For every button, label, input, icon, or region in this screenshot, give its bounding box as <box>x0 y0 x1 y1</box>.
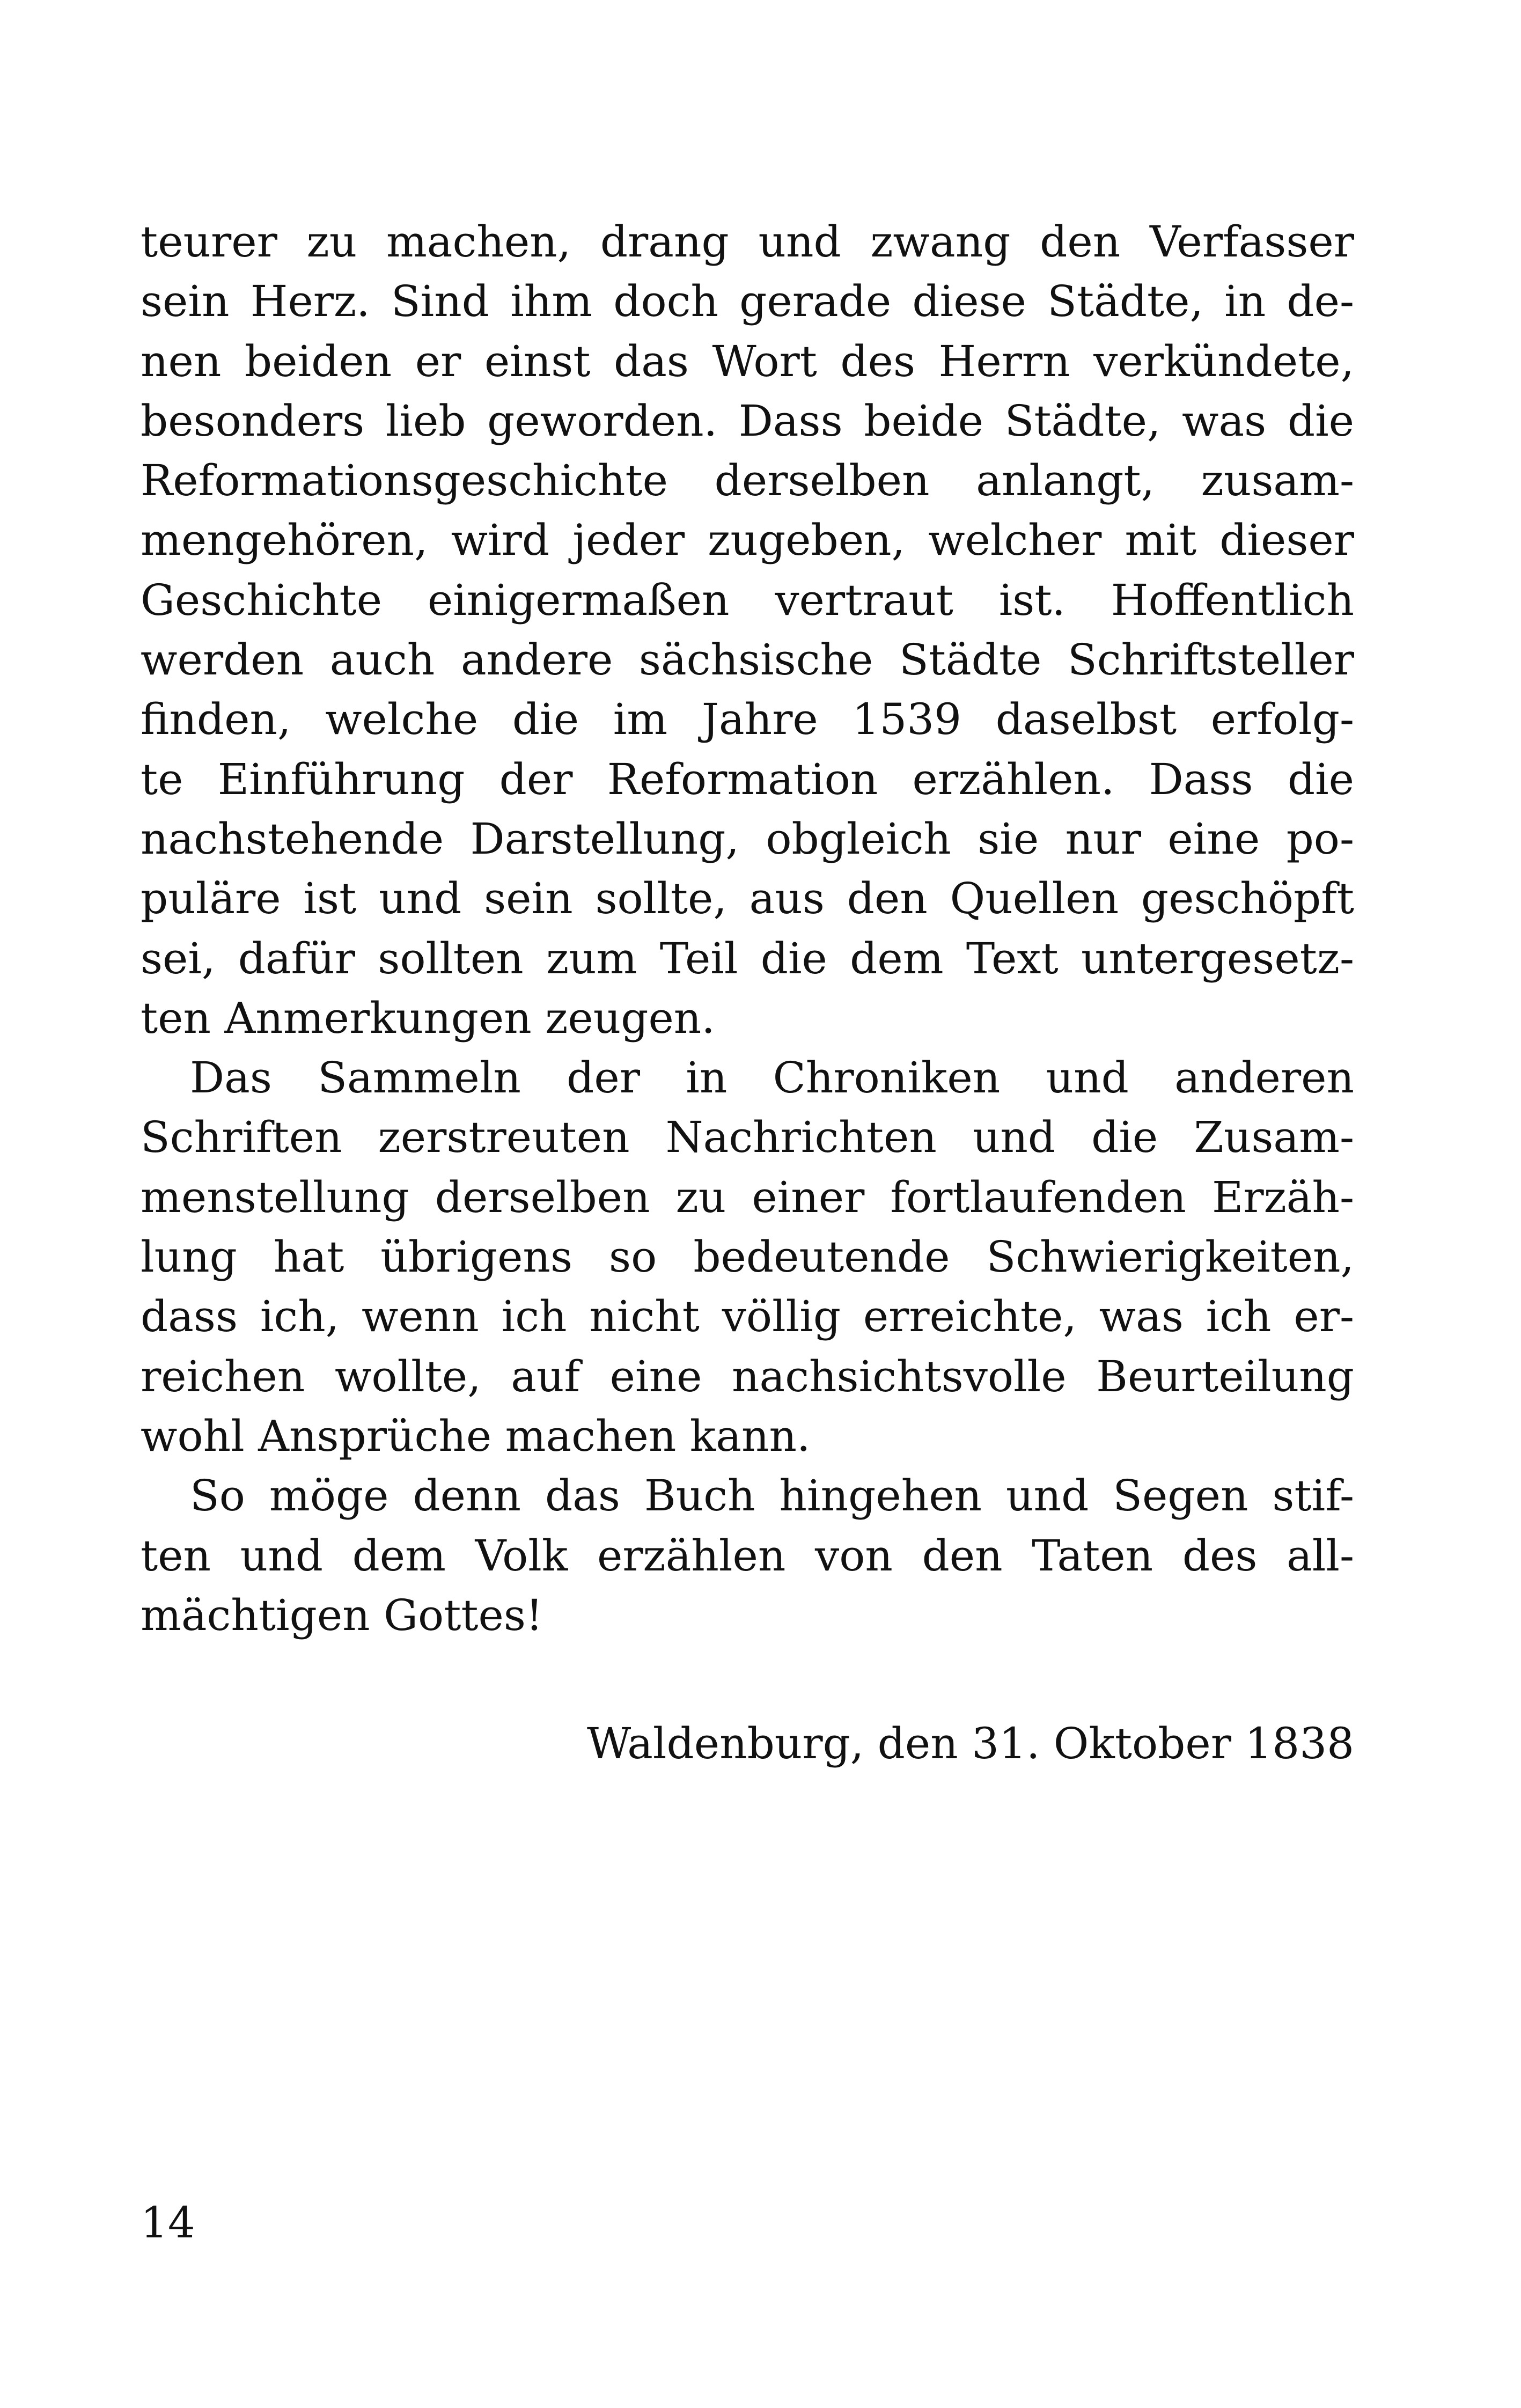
text-line: puläre ist und sein sollte, aus den Quellen geschöpft <box>141 873 1354 924</box>
text-line: Reformationsgeschichte derselben anlangt, zusam- <box>141 456 1354 506</box>
text-line: teurer zu machen, drang und zwang den Verfasser <box>141 217 1354 267</box>
paragraph-start-line: Das Sammeln der in Chroniken und anderen <box>190 1053 1354 1103</box>
text-line: finden, welche die im Jahre 1539 daselbst erfolg- <box>141 694 1354 745</box>
text-line: mächtigen Gottes! <box>141 1590 543 1640</box>
text-line: nen beiden er einst das Wort des Herrn verkündete, <box>141 336 1354 386</box>
text-line: sein Herz. Sind ihm doch gerade diese Städte, in de- <box>141 276 1354 327</box>
text-line: ten und dem Volk erzählen von den Taten des all- <box>141 1530 1354 1581</box>
text-line: wohl Ansprüche machen kann. <box>141 1411 811 1461</box>
text-line: dass ich, wenn ich nicht völlig erreichte, was ich er- <box>141 1291 1354 1342</box>
text-line: te Einführung der Reformation erzählen. Dass die <box>141 754 1354 804</box>
text-line: lung hat übrigens so bedeutende Schwierigkeiten, <box>141 1232 1354 1282</box>
text-line: menstellung derselben zu einer fortlaufenden Erzäh- <box>141 1172 1354 1222</box>
paragraph-start-line: So möge denn das Buch hingehen und Segen stif- <box>190 1471 1354 1521</box>
text-line: sei, dafür sollten zum Teil die dem Text untergesetz- <box>141 933 1354 983</box>
page-number: 14 <box>141 2198 195 2248</box>
text-line: reichen wollte, auf eine nachsichtsvolle Beurteilung <box>141 1351 1354 1401</box>
main-text <box>141 212 1354 1645</box>
text-line: werden auch andere sächsische Städte Schriftsteller <box>141 635 1354 685</box>
text-line: nachstehende Darstellung, obgleich sie nur eine po- <box>141 813 1354 864</box>
text-line: mengehören, wird jeder zugeben, welcher mit dieser <box>141 515 1354 566</box>
signature-place-date: Waldenburg, den 31. Oktober 1838 <box>586 1719 1354 1768</box>
text-line: Schriften zerstreuten Nachrichten und die Zusam- <box>141 1112 1354 1163</box>
text-line: besonders lieb geworden. Dass beide Städte, was die <box>141 395 1354 446</box>
text-line: ten Anmerkungen zeugen. <box>141 993 715 1043</box>
text-line: Geschichte einigermaßen vertraut ist. Hoffentlich <box>141 575 1354 625</box>
